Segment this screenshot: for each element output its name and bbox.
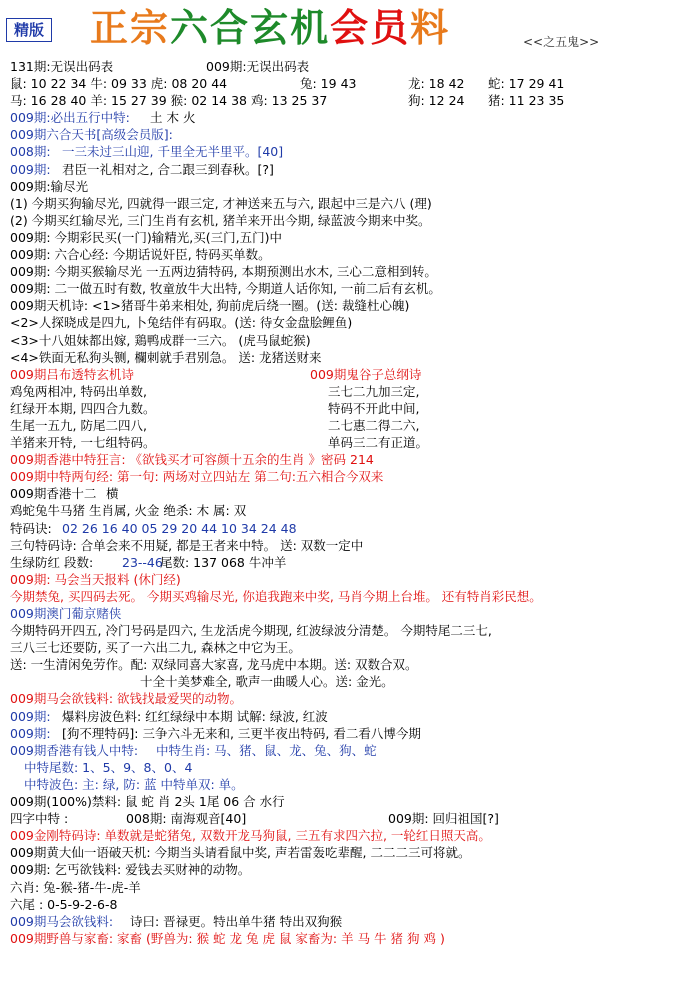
- line-segment: 生尾一五九, 防尾二四八,: [10, 417, 147, 433]
- line-segment: 今期特码开四五, 冷门号码是四六, 生龙活虎今期现, 红波绿波分清楚。 今期特尾二三七,: [10, 623, 492, 639]
- line-segment: 诗曰: 晋禄更。特出单牛猪 特出双狗猴: [130, 913, 343, 929]
- line-segment: 009期澳门葡京赌侠: [10, 606, 122, 621]
- line-segment: 六肖: 兔-猴-猪-牛-虎-羊: [10, 879, 141, 895]
- text-line: [10, 229, 670, 246]
- text-line: [10, 639, 670, 656]
- text-line: [10, 417, 670, 434]
- line-segment: 009期吕布透特玄机诗: [10, 366, 134, 382]
- line-segment: 131期:无误出码表: [10, 59, 114, 74]
- line-segment: 008期: 南海观音[40]: [126, 811, 247, 827]
- line-segment: 四字中特 :: [10, 811, 69, 827]
- title-char: 合: [210, 6, 251, 50]
- text-line: [10, 212, 670, 229]
- text-line: [10, 195, 670, 212]
- line-segment: 鸡蛇兔牛马猪 生肖属, 火金 绝杀: 木 属: 双: [10, 503, 247, 519]
- title-char: 六: [170, 6, 211, 50]
- line-segment: 三句特码诗: 合单会来不用疑, 都是王者来中特。 送: 双数一定中: [10, 537, 364, 553]
- line-segment: <2>人探晓成是四九, 卜兔结伴有码取。(送: 待女金盘脍鲤鱼): [10, 315, 353, 331]
- title-char: 料: [410, 6, 451, 50]
- line-segment: 009期天机诗: <1>猪哥牛弟来相处, 狗前虎后绕一圈。(送: 裁缝杜心魄): [10, 298, 410, 314]
- line-segment: 兔: 19 43: [300, 76, 357, 92]
- text-line: [10, 571, 670, 588]
- line-segment: 中特尾数: 1、5、9、8、0、4: [24, 759, 193, 775]
- line-segment: 爆料房波色料: 红红绿绿中本期 试解: 绿波, 红波: [62, 708, 328, 724]
- text-line: [10, 622, 670, 639]
- line-segment: 红绿开本期, 四四合九数。: [10, 400, 156, 416]
- line-segment: 009期马会欲钱料:: [10, 913, 114, 929]
- line-segment: 009期: 回归祖国[?]: [388, 811, 499, 827]
- text-line: [10, 520, 670, 537]
- text-line: [10, 656, 670, 673]
- page-title: [90, 4, 450, 52]
- line-segment: 009期香港有钱人中特:: [10, 742, 139, 758]
- line-segment: 009期鬼谷子总纲诗: [310, 366, 422, 382]
- line-segment: 中特波色: 主: 绿, 防: 蓝 中特单双: 单。: [24, 776, 244, 792]
- line-segment: 六尾 : 0-5-9-2-6-8: [10, 896, 118, 912]
- text-line: [10, 793, 670, 810]
- title-char: 正: [90, 6, 131, 50]
- text-line: [10, 896, 670, 913]
- line-segment: (1) 今期买狗输尽光, 四就得一跟三定, 才神送来五与六, 跟起中三是六八 (理): [10, 195, 432, 211]
- line-segment: 尾数: 137 068 牛冲羊: [160, 554, 287, 570]
- line-segment: 猪: 11 23 35: [488, 93, 565, 109]
- text-line: [10, 673, 670, 690]
- line-segment: 009期香港十二: [10, 486, 97, 502]
- text-line: [10, 92, 670, 109]
- title-char: 机: [290, 6, 331, 50]
- text-line: [10, 468, 670, 485]
- line-segment: [狗不理特码]: 三争六斗无来和, 三更半夜出特码, 看二看八博今期: [62, 725, 421, 741]
- text-line: [10, 725, 670, 742]
- line-segment: 君臣一礼相对之, 合二跟三到春秋。[?]: [62, 161, 274, 177]
- text-line: [10, 263, 670, 280]
- text-line: [10, 297, 670, 314]
- line-segment: 马: 16 28 40 羊: 15 27 39 猴: 02 14 38 鸡: 13 25 37: [10, 93, 328, 109]
- line-segment: 009期: 今期买猴输尽光 一五两边猜特码, 本期预测出水木, 三心二意相到转。: [10, 264, 437, 280]
- line-segment: (2) 今期买红输尽光, 三门生肖有玄机, 猪羊来开出今期, 绿蓝波今期来中奖。: [10, 212, 431, 228]
- line-segment: 009期: 马会当天报料 (休门经): [10, 571, 181, 587]
- text-line: [10, 280, 670, 297]
- line-segment: 三八三七还要防, 买了一六出二九, 森林之中它为王。: [10, 640, 301, 656]
- line-segment: 009期马会欲钱料: 欲钱找最爱哭的动物。: [10, 691, 243, 707]
- text-line: [10, 246, 670, 263]
- text-line: [10, 913, 670, 930]
- line-segment: 鸡兔两相冲, 特码出单数,: [10, 383, 147, 399]
- text-line: [10, 178, 670, 195]
- text-line: [10, 400, 670, 417]
- edition-badge: 精版: [6, 18, 52, 42]
- text-line: [10, 708, 670, 725]
- line-segment: 特码诀:: [10, 520, 52, 536]
- line-segment: 009期:: [10, 725, 51, 741]
- line-segment: 009期中特两句经: 第一句: 两场对立四站左 第二句:五六相合今双来: [10, 469, 384, 485]
- text-line: [10, 879, 670, 896]
- line-segment: 009期: 六合心经: 今期话说奸臣, 特码买单数。: [10, 247, 271, 263]
- line-segment: 009期:输尽光: [10, 178, 89, 194]
- text-line: [10, 314, 670, 331]
- text-line: [10, 349, 670, 366]
- text-line: [10, 861, 670, 878]
- line-segment: 23--46: [122, 554, 163, 570]
- text-line: [10, 109, 670, 126]
- text-line: [10, 605, 670, 622]
- line-segment: 009期:: [10, 708, 51, 724]
- page-subtitle: <<之五鬼>>: [523, 35, 600, 49]
- text-line: [10, 126, 670, 143]
- line-segment: 羊猪来开特, 一七组特码。: [10, 435, 156, 451]
- line-segment: 今期禁兔, 买四码去死。 今期买鸡输尽光, 你追我跑来中奖, 马肖今期上台堆。 还有特肖彩民想。: [10, 588, 542, 604]
- line-segment: 中特生肖: 马、猪、鼠、龙、兔、狗、蛇: [156, 742, 377, 758]
- line-segment: 009金刚特码诗: 单数就是蛇猪兔, 双数开龙马狗鼠, 三五有求四六拉, 一轮红日照天高。: [10, 828, 491, 844]
- line-segment: 横: [106, 486, 119, 502]
- title-char: 会: [330, 6, 371, 50]
- line-segment: 009期香港中特狂言: 《欲钱买才可容颜十五余的生肖 》密码 214: [10, 452, 374, 468]
- line-segment: <3>十八姐妹都出嫁, 鶏鸭成群一三六。 (虎马鼠蛇猴): [10, 332, 311, 348]
- line-segment: 蛇: 17 29 41: [488, 76, 565, 92]
- line-segment: 送: 一生清闲免劳作。配: 双绿同喜大家喜, 龙马虎中本期。送: 双数合双。: [10, 657, 418, 673]
- title-char: 玄: [250, 6, 291, 50]
- text-line: [10, 690, 670, 707]
- text-line: [10, 742, 670, 759]
- text-line: [10, 434, 670, 451]
- line-segment: 土 木 火: [150, 110, 196, 126]
- title-char: 宗: [130, 6, 171, 50]
- line-segment: 狗: 12 24: [408, 93, 465, 109]
- line-segment: 生绿防红 段数:: [10, 554, 94, 570]
- title-char: 员: [370, 6, 411, 50]
- text-line: [10, 366, 670, 383]
- line-segment: 009期: 二一做五时有数, 牧童放牛大出特, 今期道人话你知, 一前二后有玄机。: [10, 281, 441, 297]
- text-line: [10, 143, 670, 160]
- text-line: [10, 451, 670, 468]
- text-line: [10, 75, 670, 92]
- text-line: [10, 502, 670, 519]
- text-line: [10, 776, 670, 793]
- line-segment: 009期(100%)禁料: 鼠 蛇 肖 2头 1尾 06 合 水行: [10, 794, 285, 810]
- line-segment: 009期黄大仙一语破天机: 今期当头请看鼠中奖, 声若雷轰吃辈醒, 二二二三可将就。: [10, 845, 471, 861]
- line-segment: <4>铁面无私狗头铡, 欄刺就手君别急。 送: 龙猪送财来: [10, 349, 322, 365]
- text-line: [10, 485, 670, 502]
- line-segment: 009期六合天书[高级会员版]:: [10, 127, 173, 143]
- text-line: [10, 827, 670, 844]
- text-line: [10, 930, 670, 947]
- text-line: [10, 332, 670, 349]
- line-segment: 009期: 乞丐欲钱料: 爱钱去买财神的动物。: [10, 862, 251, 878]
- line-segment: 十全十美梦难全, 歌声一曲暖人心。送: 金光。: [140, 674, 394, 690]
- text-line: [10, 161, 670, 178]
- line-segment: 一三未过三山迎, 千里全无半里平。[40]: [62, 144, 284, 160]
- line-segment: 单码三二有正道。: [328, 435, 429, 451]
- text-line: [10, 383, 670, 400]
- text-line: [10, 58, 670, 75]
- text-line: [10, 554, 670, 571]
- line-segment: 三七二九加三定,: [328, 383, 420, 399]
- line-segment: 009期: 今期彩民买(一门)输精光,买(三门,五门)中: [10, 229, 282, 245]
- content-body: [10, 58, 670, 947]
- text-line: [10, 537, 670, 554]
- line-segment: 009期:必出五行中特:: [10, 110, 130, 126]
- line-segment: 009期:无误出码表: [206, 59, 310, 74]
- text-line: [10, 844, 670, 861]
- line-segment: 二七惠二得二六,: [328, 417, 420, 433]
- text-line: [10, 759, 670, 776]
- line-segment: 龙: 18 42: [408, 76, 465, 92]
- line-segment: 008期:: [10, 144, 51, 160]
- line-segment: 02 26 16 40 05 29 20 44 10 34 24 48: [62, 520, 297, 536]
- text-line: [10, 810, 670, 827]
- line-segment: 009期野兽与家畜: 家畜 (野兽为: 猴 蛇 龙 兔 虎 鼠 家畜为: 羊 马 牛 猪 狗 鸡 ): [10, 930, 445, 946]
- text-line: [10, 588, 670, 605]
- line-segment: 特码不开此中间,: [328, 400, 420, 416]
- line-segment: 鼠: 10 22 34 牛: 09 33 虎: 08 20 44: [10, 76, 228, 92]
- line-segment: 009期:: [10, 161, 51, 177]
